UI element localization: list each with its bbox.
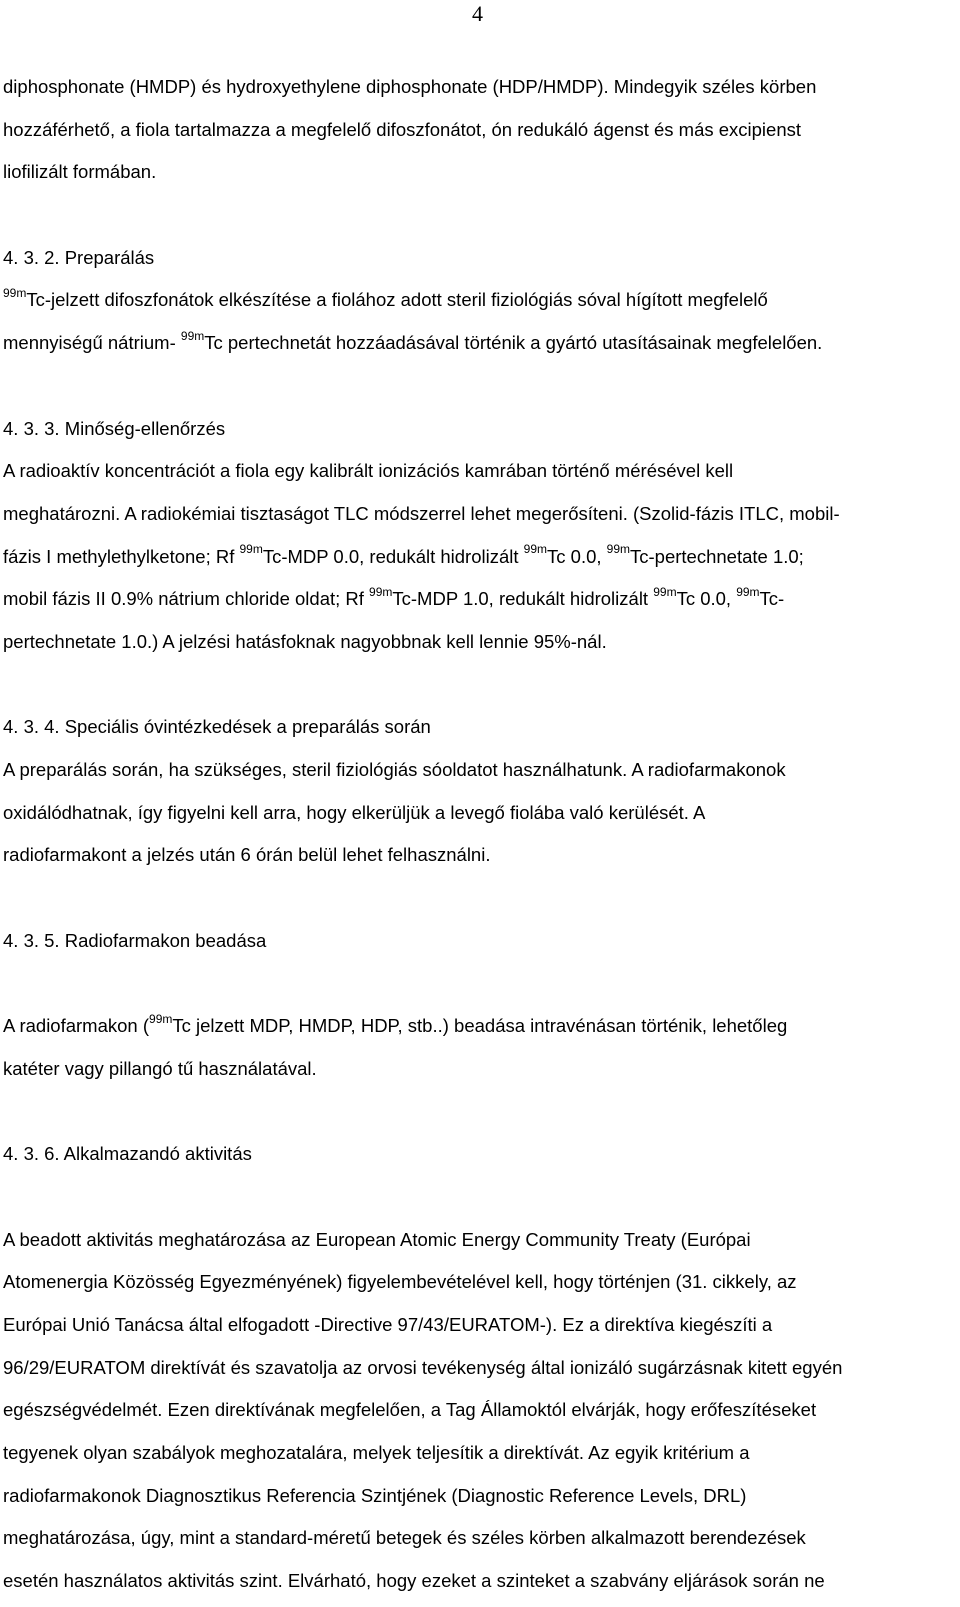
superscript-isotope: 99m xyxy=(239,542,263,557)
text-line xyxy=(3,1137,958,1180)
text-run: 4. 3. 4. Speciális óvintézkedések a preparálás során xyxy=(3,716,431,738)
paragraph-gap xyxy=(3,668,958,711)
text-line xyxy=(3,1265,958,1308)
section-aktivitas-body xyxy=(3,1223,958,1607)
text-run: liofilizált formában. xyxy=(3,161,157,183)
section-beadas-title xyxy=(3,924,958,967)
text-run: A radioaktív koncentrációt a fiola egy kalibrált ionizációs kamrában történő mérésével kell xyxy=(3,460,734,482)
text-run: 4. 3. 6. Alkalmazandó aktivitás xyxy=(3,1143,252,1165)
superscript-isotope: 99m xyxy=(736,585,760,600)
text-run: radiofarmakonok Diagnosztikus Referencia Szintjének (Diagnostic Reference Levels, DRL) xyxy=(3,1484,747,1506)
text-line xyxy=(3,454,958,497)
text-line xyxy=(3,155,958,198)
paragraph-gap xyxy=(3,881,958,924)
text-run: tegyenek olyan szabályok meghozatalára, melyek teljesítik a direktívát. Az egyik kritérium a xyxy=(3,1442,750,1463)
paragraph-gap xyxy=(3,966,958,1009)
superscript-isotope: 99m xyxy=(523,542,548,557)
section-aktivitas-title xyxy=(3,1137,958,1180)
text-run: Tc- xyxy=(759,588,785,610)
text-line xyxy=(3,283,958,326)
text-line xyxy=(3,710,958,753)
section-beadas-body xyxy=(3,1009,958,1094)
text-line xyxy=(3,113,958,156)
text-run: Tc-MDP 1.0, redukált hidrolizált xyxy=(392,588,654,610)
text-line xyxy=(3,582,958,625)
superscript-isotope: 99m xyxy=(369,585,393,600)
text-line xyxy=(3,1052,958,1095)
superscript-isotope: 99m xyxy=(3,286,27,301)
text-line xyxy=(3,1521,958,1564)
text-run: fázis I methylethylketone; Rf xyxy=(3,545,240,567)
text-run: Tc-jelzett difoszfonátok elkészítése a fiolához adott steril fiziológiás sóval hígított megfelelő xyxy=(26,289,768,311)
text-run: pertechnetate 1.0.) A jelzési hatásfoknak nagyobbnak kell lennie 95%-nál. xyxy=(3,630,607,652)
text-line xyxy=(3,70,958,113)
text-run: meghatározni. A radiokémiai tisztaságot TLC módszerrel lehet megerősíteni. (Szolid-fázis ITLC, mobil- xyxy=(3,502,840,524)
text-run: esetén használatos aktivitás szint. Elvárható, hogy ezeket a szinteket a szabvány eljárások során ne xyxy=(3,1570,825,1592)
text-run: radiofarmakont a jelzés után 6 órán belül lehet felhasználni. xyxy=(3,844,491,866)
text-run: oxidálódhatnak, így figyelni kell arra, hogy elkerüljük a levegő fiolába való kerülését. A xyxy=(3,801,706,823)
text-run: A radiofarmakon ( xyxy=(3,1015,150,1037)
text-run: Tc pertechnetát hozzáadásával történik a gyártó utasításainak megfelelően. xyxy=(204,332,823,354)
text-line xyxy=(3,540,958,583)
text-run: 4. 3. 5. Radiofarmakon beadása xyxy=(3,929,267,951)
text-line xyxy=(3,924,958,967)
paragraph-gap xyxy=(3,369,958,412)
text-run: 4. 3. 3. Minőség-ellenőrzés xyxy=(3,417,226,439)
text-run: Atomenergia Közösség Egyezményének) figyelembevételével kell, hogy történjen (31. cikkely, az xyxy=(3,1271,797,1293)
text-run: egészségvédelmét. Ezen direktívának megfelelően, a Tag Államoktól elvárják, hogy erőfeszítéseket xyxy=(3,1399,817,1421)
text-line xyxy=(3,796,958,839)
text-run: mobil fázis II 0.9% nátrium chloride oldat; Rf xyxy=(3,588,370,610)
text-run: mennyiségű nátrium- xyxy=(3,332,181,354)
superscript-isotope: 99m xyxy=(653,585,677,600)
text-run: Tc-pertechnetate 1.0; xyxy=(630,545,804,567)
text-run: A preparálás során, ha szükséges, steril fiziológiás sóoldatot használhatunk. A radiofarmakonok xyxy=(3,759,786,780)
document-body xyxy=(3,70,958,1607)
section-intro xyxy=(3,70,958,198)
page-number: 4 xyxy=(472,1,483,26)
text-run: Tc 0.0, xyxy=(547,545,607,567)
section-minoseg xyxy=(3,412,958,668)
text-run: Tc-MDP 0.0, redukált hidrolizált xyxy=(262,545,524,567)
text-line xyxy=(3,1564,958,1607)
text-run: Tc jelzett MDP, HMDP, HDP, stb..) beadása intravénásan történik, lehetőleg xyxy=(172,1015,788,1037)
paragraph-gap xyxy=(3,1095,958,1138)
text-line xyxy=(3,1351,958,1394)
superscript-isotope: 99m xyxy=(606,542,630,557)
text-line xyxy=(3,412,958,455)
text-line xyxy=(3,241,958,284)
text-run: Európai Unió Tanácsa által elfogadott -Directive 97/43/EURATOM-). Ez a direktíva kiegészíti a xyxy=(3,1313,773,1335)
text-line xyxy=(3,1009,958,1052)
paragraph-gap xyxy=(3,198,958,241)
text-line xyxy=(3,753,958,796)
text-line xyxy=(3,1479,958,1522)
text-run: hozzáférhető, a fiola tartalmazza a megfelelő difoszfonátot, ón redukáló ágenst és más excipienst xyxy=(3,118,802,140)
superscript-isotope: 99m xyxy=(180,328,205,343)
text-line xyxy=(3,497,958,540)
text-line xyxy=(3,1393,958,1436)
text-line xyxy=(3,326,958,369)
text-run: 4. 3. 2. Preparálás xyxy=(3,246,155,268)
text-line xyxy=(3,1308,958,1351)
section-specialis xyxy=(3,710,958,881)
text-line xyxy=(3,1436,958,1479)
text-line xyxy=(3,1223,958,1266)
paragraph-gap xyxy=(3,1180,958,1223)
text-run: 96/29/EURATOM direktívát és szavatolja az orvosi tevékenység által ionizáló sugárzásnak kitett egyén xyxy=(3,1356,843,1378)
text-line xyxy=(3,838,958,881)
section-preparalas xyxy=(3,241,958,369)
text-line xyxy=(3,625,958,668)
superscript-isotope: 99m xyxy=(149,1011,173,1026)
text-run: katéter vagy pillangó tű használatával. xyxy=(3,1057,317,1079)
text-run: Tc 0.0, xyxy=(676,588,737,610)
text-run: meghatározása, úgy, mint a standard-méretű betegek és széles körben alkalmazott berendezések xyxy=(3,1527,806,1549)
text-run: A beadott aktivitás meghatározása az European Atomic Energy Community Treaty (Európai xyxy=(3,1228,751,1250)
text-run: diphosphonate (HMDP) és hydroxyethylene diphosphonate (HDP/HMDP). Mindegyik széles körben xyxy=(3,76,817,97)
